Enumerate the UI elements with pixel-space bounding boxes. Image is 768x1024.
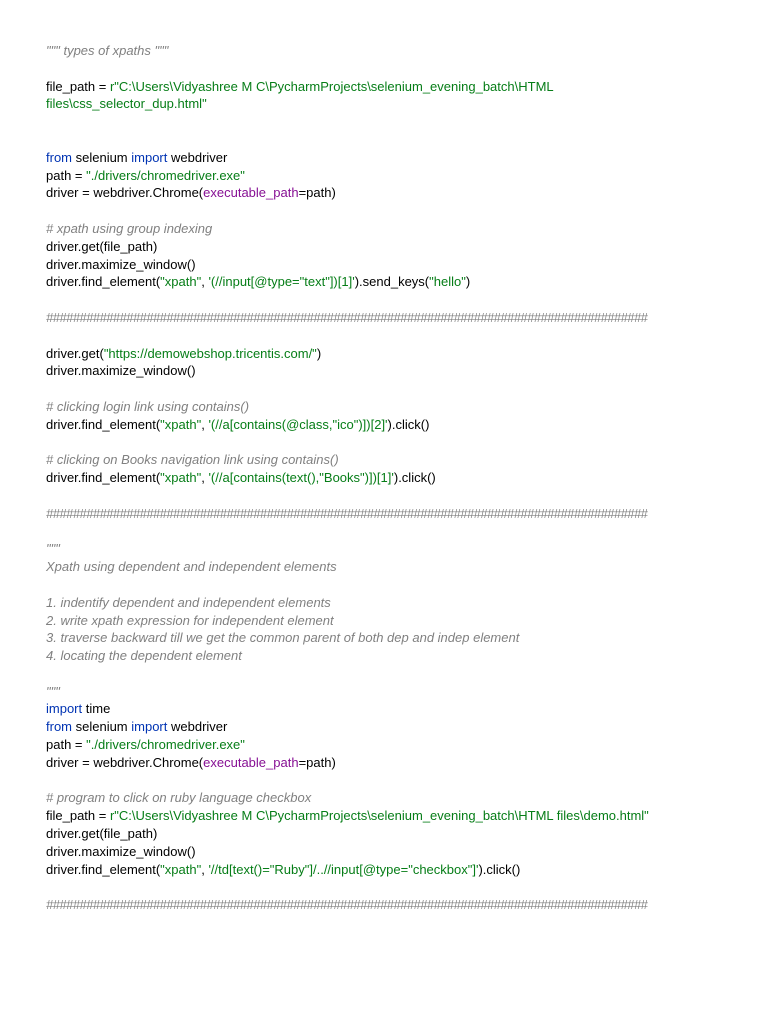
code-line [46, 825, 768, 843]
code-line [46, 754, 768, 772]
string-token: files\css_selector_dup.html" [46, 96, 207, 112]
code-token: =path) [298, 185, 336, 201]
code-token: ).click() [393, 470, 436, 486]
code-token: driver.find_element( [46, 861, 161, 877]
code-line [46, 362, 768, 380]
blank-line [46, 60, 768, 78]
code-token: ).click() [478, 861, 521, 877]
code-comment: """ [46, 683, 60, 699]
code-token: time [82, 701, 111, 717]
code-line [46, 345, 768, 363]
code-token: driver.find_element( [46, 470, 161, 486]
code-line [46, 700, 768, 718]
code-token: , [201, 416, 209, 432]
code-line [46, 149, 768, 167]
string-token: "./drivers/chromedriver.exe" [86, 167, 245, 183]
code-token: file_path = [46, 808, 110, 824]
code-comment: 3. traverse backward till we get the common parent of both dep and indep element [46, 630, 520, 646]
code-line [46, 416, 768, 434]
blank-line [46, 202, 768, 220]
code-line [46, 843, 768, 861]
string-token: '(//a[contains(text(),"Books")])[1]' [208, 470, 394, 486]
code-line [46, 718, 768, 736]
string-token: r"C:\Users\Vidyashree M C\PycharmProjects\selenium_evening_batch\HTML files\demo.html" [109, 808, 649, 824]
blank-line [46, 380, 768, 398]
blank-line [46, 434, 768, 452]
code-token: driver.get(file_path) [46, 238, 158, 254]
code-comment: """ types of xpaths """ [46, 43, 169, 58]
code-line [46, 238, 768, 256]
blank-line [46, 131, 768, 149]
code-token: , [201, 470, 209, 486]
code-token: =path) [298, 754, 336, 770]
code-token: driver = webdriver.Chrome( [46, 185, 204, 201]
code-comment: 1. indentify dependent and independent elements [46, 594, 331, 610]
code-token: selenium [72, 149, 132, 165]
code-token: driver.maximize_window() [46, 256, 196, 272]
code-token: webdriver [167, 149, 228, 165]
argument-token: executable_path [203, 754, 299, 770]
code-token: driver.get(file_path) [46, 826, 158, 842]
blank-line [46, 576, 768, 594]
code-token: ) [316, 345, 322, 361]
string-token: "hello" [429, 274, 466, 290]
blank-line [46, 878, 768, 896]
blank-line [46, 291, 768, 309]
code-token: driver.get( [46, 345, 104, 361]
keyword-token: from [46, 719, 72, 735]
separator-comment: ########################################################################################## [46, 309, 648, 325]
code-token: webdriver [167, 719, 228, 735]
blank-line [46, 487, 768, 505]
code-comment: 4. locating the dependent element [46, 648, 242, 664]
code-line [46, 78, 768, 96]
blank-line [46, 772, 768, 790]
code-token: path = [46, 167, 87, 183]
blank-line [46, 523, 768, 541]
string-token: '(//input[@type="text"])[1]' [208, 274, 355, 290]
string-token: "xpath" [160, 416, 202, 432]
code-comment: 2. write xpath expression for independent element [46, 612, 334, 628]
code-token: , [201, 861, 209, 877]
keyword-token: import [131, 149, 168, 165]
code-token: selenium [72, 719, 132, 735]
code-line [46, 469, 768, 487]
code-token: driver = webdriver.Chrome( [46, 754, 204, 770]
code-line [46, 736, 768, 754]
string-token: "xpath" [160, 861, 202, 877]
string-token: "xpath" [160, 470, 202, 486]
keyword-token: from [46, 149, 72, 165]
string-token: "xpath" [160, 274, 202, 290]
code-comment: # program to click on ruby language checkbox [46, 790, 312, 806]
blank-line [46, 665, 768, 683]
code-comment: # clicking on Books navigation link using contains() [46, 452, 339, 468]
code-token: file_path = [46, 78, 110, 94]
code-line [46, 184, 768, 202]
code-token: driver.find_element( [46, 416, 161, 432]
string-token: "https://demowebshop.tricentis.com/" [103, 345, 317, 361]
code-token: driver.maximize_window() [46, 843, 196, 859]
argument-token: executable_path [203, 185, 299, 201]
blank-line [46, 113, 768, 131]
code-comment: # clicking login link using contains() [46, 398, 250, 414]
code-line [46, 807, 768, 825]
string-token: '(//a[contains(@class,"ico")])[2]' [208, 416, 388, 432]
code-token: ) [465, 274, 471, 290]
keyword-token: import [131, 719, 168, 735]
code-comment: Xpath using dependent and independent elements [46, 559, 337, 575]
code-token: ).send_keys( [354, 274, 430, 290]
keyword-token: import [46, 701, 83, 717]
code-token: ).click() [387, 416, 430, 432]
separator-comment: ########################################################################################## [46, 897, 648, 913]
code-line [46, 167, 768, 185]
code-line [46, 273, 768, 291]
code-token: driver.maximize_window() [46, 363, 196, 379]
code-comment: """ [46, 541, 60, 557]
string-token: r"C:\Users\Vidyashree M C\PycharmProjects\selenium_evening_batch\HTML [109, 78, 554, 94]
code-token: , [201, 274, 209, 290]
separator-comment: ########################################################################################## [46, 505, 648, 521]
code-token: driver.find_element( [46, 274, 161, 290]
code-token: path = [46, 737, 87, 753]
code-line [46, 861, 768, 879]
blank-line [46, 327, 768, 345]
code-line [46, 256, 768, 274]
code-comment: # xpath using group indexing [46, 220, 213, 236]
code-line [46, 95, 768, 113]
string-token: '//td[text()="Ruby"]/..//input[@type="checkbox"]' [208, 861, 479, 877]
string-token: "./drivers/chromedriver.exe" [86, 737, 245, 753]
